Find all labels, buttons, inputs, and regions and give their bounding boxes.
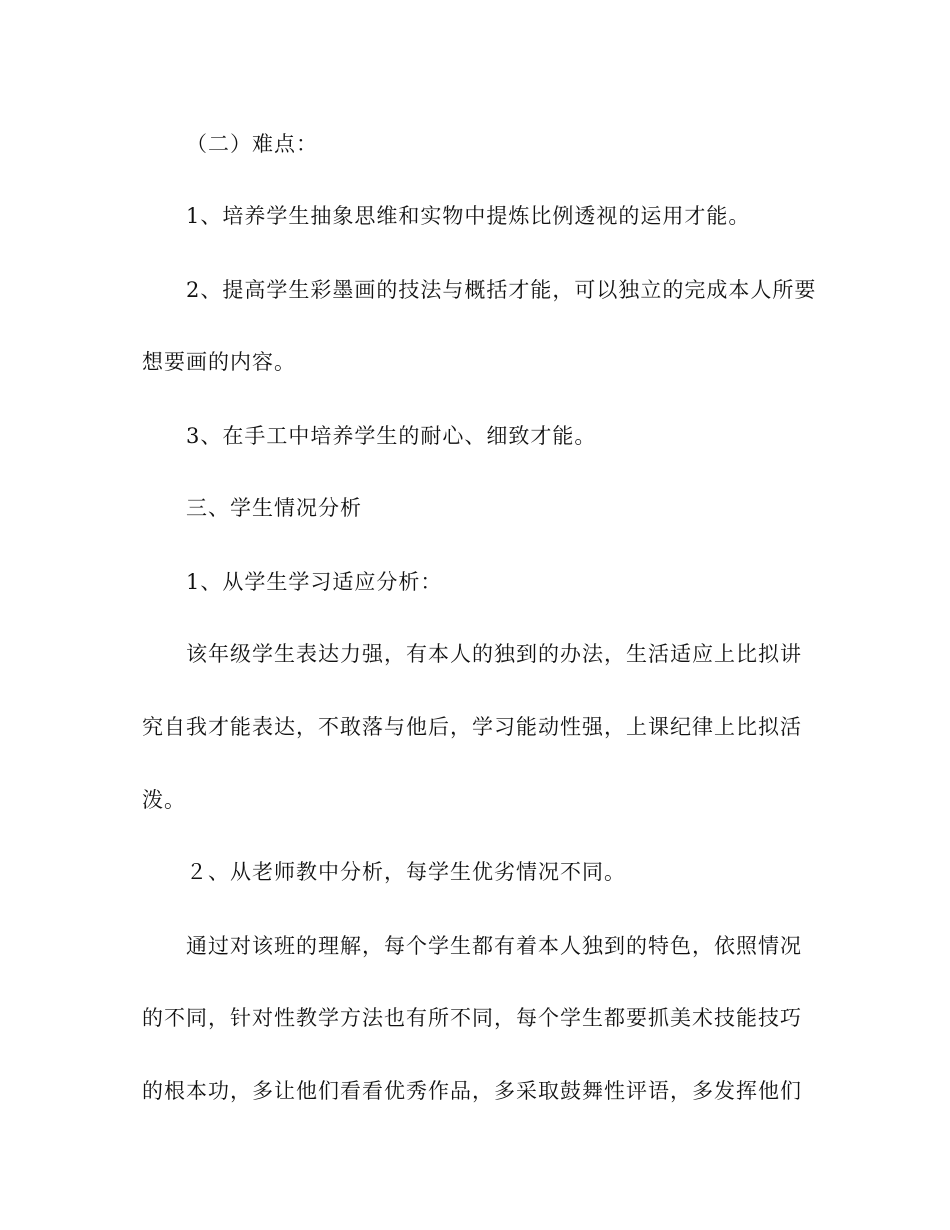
- paragraph-line: 1、培养学生抽象思维和实物中提炼比例透视的运用才能。: [186, 204, 751, 228]
- subsection-heading: 1、从学生学习适应分析：: [186, 570, 443, 594]
- subsection-heading: ２、从老师教中分析，每学生优劣情况不同。: [186, 860, 626, 884]
- section-heading-student-analysis: 三、学生情况分析: [186, 496, 362, 520]
- paragraph-line: 3、在手工中培养学生的耐心、细致才能。: [186, 424, 597, 448]
- paragraph-line: 泼。: [142, 788, 186, 812]
- paragraph-line: 2、提高学生彩墨画的技法与概括才能，可以独立的完成本人所要: [186, 278, 817, 302]
- paragraph-line: 想要画的内容。: [142, 350, 296, 374]
- paragraph-line: 的不同，针对性教学方法也有所不同，每个学生都要抓美术技能技巧: [142, 1006, 802, 1030]
- paragraph-line: 该年级学生表达力强，有本人的独到的办法，生活适应上比拟讲: [186, 642, 802, 666]
- section-heading-difficulties: （二）难点：: [186, 132, 318, 156]
- paragraph-line: 的根本功，多让他们看看优秀作品，多采取鼓舞性评语，多发挥他们: [142, 1079, 802, 1103]
- paragraph-line: 通过对该班的理解，每个学生都有着本人独到的特色，依照情况: [186, 934, 802, 958]
- paragraph-line: 究自我才能表达，不敢落与他后，学习能动性强，上课纪律上比拟活: [142, 715, 802, 739]
